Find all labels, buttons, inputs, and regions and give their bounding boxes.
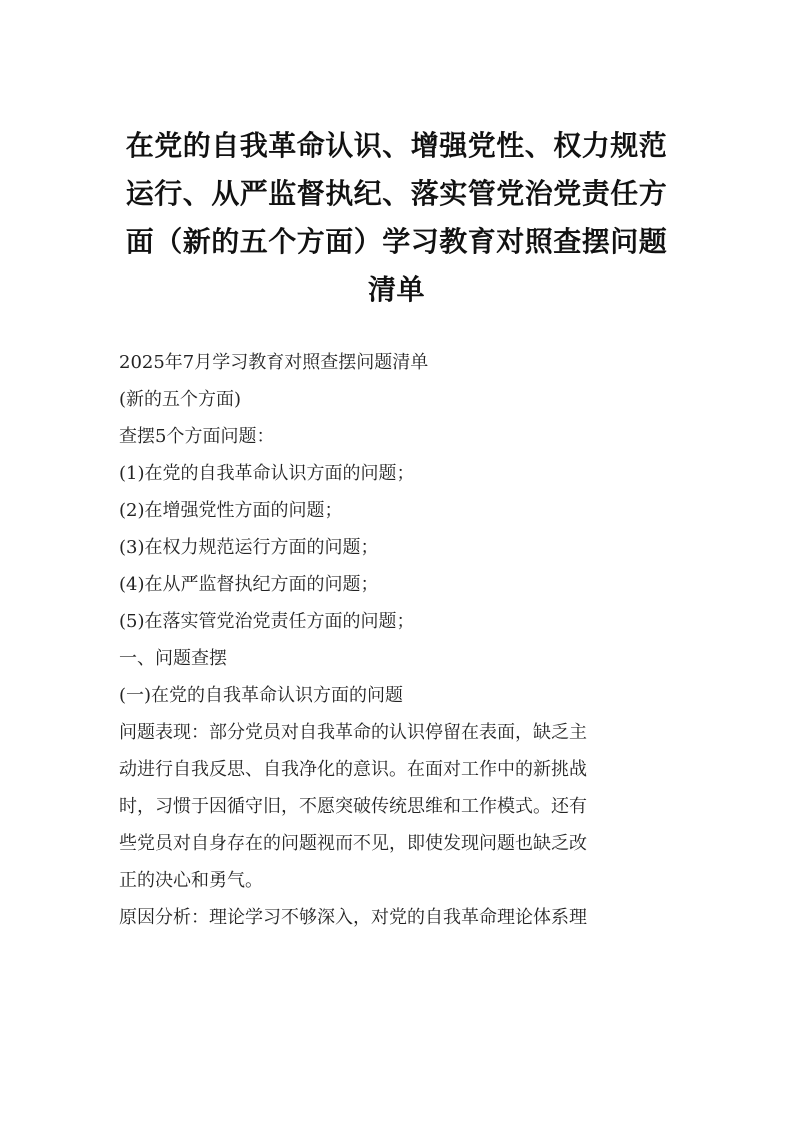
- aspect-item-1: (1)在党的自我革命认识方面的问题；: [119, 463, 415, 484]
- problem-paragraph: [119, 714, 675, 899]
- aspect-item-3: (3)在权力规范运行方面的问题；: [119, 537, 379, 558]
- title-line-1: 在党的自我革命认识、增强党性、权力规范: [125, 129, 668, 162]
- aspect-item-4: (4)在从严监督执纪方面的问题；: [119, 574, 379, 595]
- aspect-note: (新的五个方面): [119, 389, 242, 410]
- problem-line-4: 些党员对自身存在的问题视而不见，即使发现问题也缺乏改: [119, 833, 587, 854]
- title-line-2: 运行、从严监督执纪、落实管党治党责任方: [125, 177, 668, 210]
- problem-line-3: 时，习惯于因循守旧，不愿突破传统思维和工作模式。还有: [119, 796, 587, 817]
- list-intro: 查摆5个方面问题：: [119, 426, 275, 447]
- title-line-4: 清单: [367, 273, 425, 306]
- problem-line-5: 正的决心和勇气。: [119, 870, 263, 891]
- section-heading: 一、问题查摆: [119, 648, 227, 669]
- problem-line-2: 动进行自我反思、自我净化的意识。在面对工作中的新挑战: [119, 759, 587, 780]
- subtitle: 2025年7月学习教育对照查摆问题清单: [119, 352, 429, 373]
- aspect-item-2: (2)在增强党性方面的问题；: [119, 500, 343, 521]
- subsection-heading: (一)在党的自我革命认识方面的问题: [119, 685, 404, 706]
- cause-paragraph: 原因分析：理论学习不够深入，对党的自我革命理论体系理: [119, 907, 587, 928]
- document-body: [119, 344, 675, 936]
- title-line-3: 面（新的五个方面）学习教育对照查摆问题: [125, 225, 668, 258]
- aspect-item-5: (5)在落实管党治党责任方面的问题；: [119, 611, 415, 632]
- problem-line-1: 问题表现：部分党员对自我革命的认识停留在表面，缺乏主: [119, 722, 587, 743]
- document-title: [100, 122, 693, 314]
